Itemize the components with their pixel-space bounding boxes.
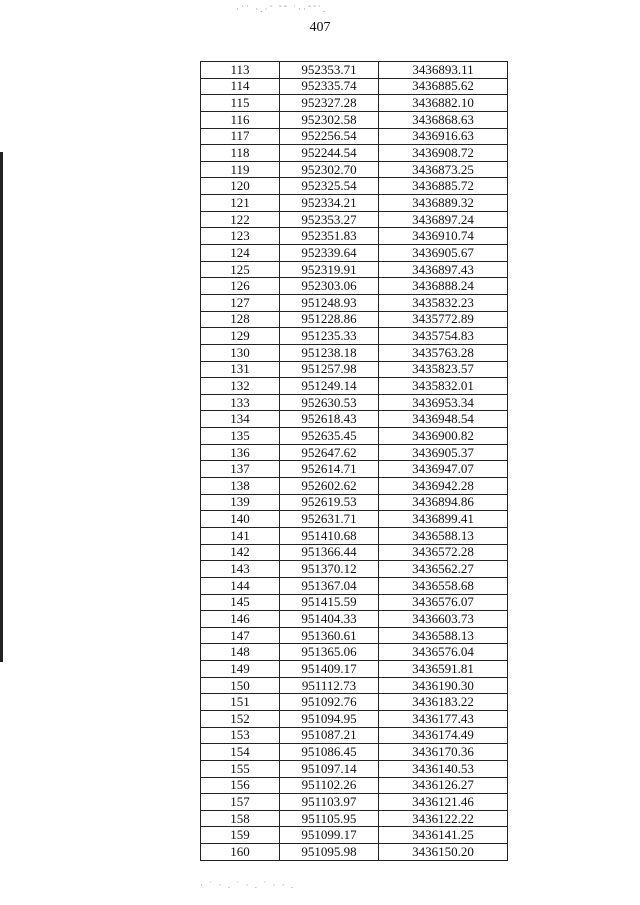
x-coordinate-cell: 952647.62 (280, 444, 379, 461)
table-row (201, 411, 508, 428)
point-number-cell: 152 (201, 710, 280, 727)
x-coordinate-cell: 952339.64 (280, 245, 379, 262)
point-number-cell: 129 (201, 328, 280, 345)
point-number-cell: 138 (201, 478, 280, 495)
table-row (201, 428, 508, 445)
x-coordinate-cell: 951094.95 (280, 710, 379, 727)
y-coordinate-cell: 3436170.36 (379, 744, 508, 761)
table-row (201, 727, 508, 744)
table-row (201, 361, 508, 378)
x-coordinate-cell: 951105.95 (280, 810, 379, 827)
y-coordinate-cell: 3436576.04 (379, 644, 508, 661)
y-coordinate-cell: 3436126.27 (379, 777, 508, 794)
table-row (201, 294, 508, 311)
y-coordinate-cell: 3436174.49 (379, 727, 508, 744)
x-coordinate-cell: 952302.70 (280, 161, 379, 178)
point-number-cell: 147 (201, 627, 280, 644)
y-coordinate-cell: 3435772.89 (379, 311, 508, 328)
x-coordinate-cell: 951367.04 (280, 577, 379, 594)
table-row (201, 760, 508, 777)
y-coordinate-cell: 3436899.41 (379, 511, 508, 528)
point-number-cell: 128 (201, 311, 280, 328)
x-coordinate-cell: 951102.26 (280, 777, 379, 794)
y-coordinate-cell: 3436576.07 (379, 594, 508, 611)
x-coordinate-cell: 952256.54 (280, 128, 379, 145)
y-coordinate-cell: 3436603.73 (379, 611, 508, 628)
x-coordinate-cell: 951415.59 (280, 594, 379, 611)
y-coordinate-cell: 3436910.74 (379, 228, 508, 245)
x-coordinate-cell: 951410.68 (280, 527, 379, 544)
point-number-cell: 133 (201, 394, 280, 411)
table-row (201, 527, 508, 544)
x-coordinate-cell: 951103.97 (280, 794, 379, 811)
y-coordinate-cell: 3436888.24 (379, 278, 508, 295)
table-row (201, 694, 508, 711)
x-coordinate-cell: 952302.58 (280, 111, 379, 128)
y-coordinate-cell: 3435832.23 (379, 294, 508, 311)
x-coordinate-cell: 952614.71 (280, 461, 379, 478)
table-row (201, 261, 508, 278)
y-coordinate-cell: 3436150.20 (379, 844, 508, 861)
point-number-cell: 123 (201, 228, 280, 245)
y-coordinate-cell: 3436916.63 (379, 128, 508, 145)
point-number-cell: 120 (201, 178, 280, 195)
table-row (201, 245, 508, 262)
y-coordinate-cell: 3436905.67 (379, 245, 508, 262)
point-number-cell: 125 (201, 261, 280, 278)
point-number-cell: 135 (201, 428, 280, 445)
x-coordinate-cell: 951370.12 (280, 561, 379, 578)
point-number-cell: 113 (201, 62, 280, 79)
table-row (201, 544, 508, 561)
point-number-cell: 158 (201, 810, 280, 827)
y-coordinate-cell: 3435823.57 (379, 361, 508, 378)
x-coordinate-cell: 952325.54 (280, 178, 379, 195)
y-coordinate-cell: 3436948.54 (379, 411, 508, 428)
y-coordinate-cell: 3436141.25 (379, 827, 508, 844)
y-coordinate-cell: 3436558.68 (379, 577, 508, 594)
y-coordinate-cell: 3436140.53 (379, 760, 508, 777)
y-coordinate-cell: 3436894.86 (379, 494, 508, 511)
table-row (201, 128, 508, 145)
table-row (201, 394, 508, 411)
y-coordinate-cell: 3436183.22 (379, 694, 508, 711)
table-row (201, 494, 508, 511)
point-number-cell: 153 (201, 727, 280, 744)
y-coordinate-cell: 3436882.10 (379, 95, 508, 112)
point-number-cell: 150 (201, 677, 280, 694)
y-coordinate-cell: 3436942.28 (379, 478, 508, 495)
y-coordinate-cell: 3436947.07 (379, 461, 508, 478)
point-number-cell: 155 (201, 760, 280, 777)
y-coordinate-cell: 3436122.22 (379, 810, 508, 827)
point-number-cell: 131 (201, 361, 280, 378)
y-coordinate-cell: 3436897.43 (379, 261, 508, 278)
table-row (201, 78, 508, 95)
table-row (201, 62, 508, 79)
table-row (201, 461, 508, 478)
x-coordinate-cell: 952334.21 (280, 195, 379, 212)
x-coordinate-cell: 951087.21 (280, 727, 379, 744)
x-coordinate-cell: 952619.53 (280, 494, 379, 511)
x-coordinate-cell: 951086.45 (280, 744, 379, 761)
x-coordinate-cell: 951099.17 (280, 827, 379, 844)
x-coordinate-cell: 952319.91 (280, 261, 379, 278)
table-row (201, 378, 508, 395)
x-coordinate-cell: 951092.76 (280, 694, 379, 711)
y-coordinate-cell: 3436873.25 (379, 161, 508, 178)
point-number-cell: 137 (201, 461, 280, 478)
x-coordinate-cell: 952618.43 (280, 411, 379, 428)
x-coordinate-cell: 952351.83 (280, 228, 379, 245)
table-row (201, 211, 508, 228)
point-number-cell: 126 (201, 278, 280, 295)
table-row (201, 561, 508, 578)
point-number-cell: 143 (201, 561, 280, 578)
x-coordinate-cell: 952335.74 (280, 78, 379, 95)
point-number-cell: 159 (201, 827, 280, 844)
table-row (201, 577, 508, 594)
y-coordinate-cell: 3436588.13 (379, 627, 508, 644)
table-row (201, 228, 508, 245)
table-row (201, 178, 508, 195)
x-coordinate-cell: 952303.06 (280, 278, 379, 295)
y-coordinate-cell: 3436889.32 (379, 195, 508, 212)
x-coordinate-cell: 951095.98 (280, 844, 379, 861)
point-number-cell: 151 (201, 694, 280, 711)
point-number-cell: 124 (201, 245, 280, 262)
table-row (201, 344, 508, 361)
y-coordinate-cell: 3436177.43 (379, 710, 508, 727)
scan-artifact-top: ·˙˙ ·.·˜ ˜ˆ ˙··ˆ˜˙. (236, 4, 328, 14)
point-number-cell: 127 (201, 294, 280, 311)
point-number-cell: 118 (201, 145, 280, 162)
table-row (201, 95, 508, 112)
x-coordinate-cell: 951248.93 (280, 294, 379, 311)
x-coordinate-cell: 952635.45 (280, 428, 379, 445)
y-coordinate-cell: 3436900.82 (379, 428, 508, 445)
table-row (201, 827, 508, 844)
margin-scan-bar (0, 152, 3, 662)
point-number-cell: 121 (201, 195, 280, 212)
y-coordinate-cell: 3436190.30 (379, 677, 508, 694)
point-number-cell: 148 (201, 644, 280, 661)
point-number-cell: 136 (201, 444, 280, 461)
table-row (201, 677, 508, 694)
point-number-cell: 157 (201, 794, 280, 811)
y-coordinate-cell: 3436885.62 (379, 78, 508, 95)
table-row (201, 278, 508, 295)
table-row (201, 611, 508, 628)
table-row (201, 844, 508, 861)
y-coordinate-cell: 3435832.01 (379, 378, 508, 395)
table-row (201, 478, 508, 495)
x-coordinate-cell: 952602.62 (280, 478, 379, 495)
x-coordinate-cell: 951404.33 (280, 611, 379, 628)
point-number-cell: 122 (201, 211, 280, 228)
table-row (201, 145, 508, 162)
point-number-cell: 141 (201, 527, 280, 544)
y-coordinate-cell: 3436905.37 (379, 444, 508, 461)
point-number-cell: 115 (201, 95, 280, 112)
table-row (201, 644, 508, 661)
x-coordinate-cell: 952327.28 (280, 95, 379, 112)
point-number-cell: 117 (201, 128, 280, 145)
table-row (201, 661, 508, 678)
x-coordinate-cell: 951112.73 (280, 677, 379, 694)
table-row (201, 627, 508, 644)
x-coordinate-cell: 952631.71 (280, 511, 379, 528)
table-row (201, 195, 508, 212)
x-coordinate-cell: 952630.53 (280, 394, 379, 411)
page-number: 407 (309, 20, 331, 35)
table-row (201, 777, 508, 794)
y-coordinate-cell: 3436953.34 (379, 394, 508, 411)
point-number-cell: 114 (201, 78, 280, 95)
table-row (201, 594, 508, 611)
y-coordinate-cell: 3436591.81 (379, 661, 508, 678)
y-coordinate-cell: 3436868.63 (379, 111, 508, 128)
x-coordinate-cell: 951360.61 (280, 627, 379, 644)
x-coordinate-cell: 951097.14 (280, 760, 379, 777)
x-coordinate-cell: 951257.98 (280, 361, 379, 378)
point-number-cell: 142 (201, 544, 280, 561)
x-coordinate-cell: 951235.33 (280, 328, 379, 345)
y-coordinate-cell: 3436588.13 (379, 527, 508, 544)
table-row (201, 810, 508, 827)
x-coordinate-cell: 951365.06 (280, 644, 379, 661)
point-number-cell: 119 (201, 161, 280, 178)
table-row (201, 328, 508, 345)
point-number-cell: 130 (201, 344, 280, 361)
point-number-cell: 145 (201, 594, 280, 611)
y-coordinate-cell: 3435754.83 (379, 328, 508, 345)
x-coordinate-cell: 952353.71 (280, 62, 379, 79)
table-row (201, 161, 508, 178)
point-number-cell: 140 (201, 511, 280, 528)
x-coordinate-cell: 951228.86 (280, 311, 379, 328)
y-coordinate-cell: 3436562.27 (379, 561, 508, 578)
x-coordinate-cell: 951409.17 (280, 661, 379, 678)
point-number-cell: 149 (201, 661, 280, 678)
table-row (201, 710, 508, 727)
y-coordinate-cell: 3436908.72 (379, 145, 508, 162)
table-row (201, 311, 508, 328)
point-number-cell: 156 (201, 777, 280, 794)
x-coordinate-cell: 951238.18 (280, 344, 379, 361)
point-number-cell: 134 (201, 411, 280, 428)
point-number-cell: 116 (201, 111, 280, 128)
point-number-cell: 154 (201, 744, 280, 761)
point-number-cell: 144 (201, 577, 280, 594)
x-coordinate-cell: 952244.54 (280, 145, 379, 162)
point-number-cell: 146 (201, 611, 280, 628)
point-number-cell: 132 (201, 378, 280, 395)
coordinates-table (200, 61, 508, 861)
table-row (201, 111, 508, 128)
x-coordinate-cell: 951366.44 (280, 544, 379, 561)
y-coordinate-cell: 3436897.24 (379, 211, 508, 228)
table-row (201, 794, 508, 811)
x-coordinate-cell: 952353.27 (280, 211, 379, 228)
y-coordinate-cell: 3436121.46 (379, 794, 508, 811)
y-coordinate-cell: 3435763.28 (379, 344, 508, 361)
y-coordinate-cell: 3436893.11 (379, 62, 508, 79)
y-coordinate-cell: 3436572.28 (379, 544, 508, 561)
point-number-cell: 160 (201, 844, 280, 861)
scan-artifact-bottom: · ˙ · . ˙ · . ˙ · · . (200, 880, 296, 890)
table-row (201, 744, 508, 761)
x-coordinate-cell: 951249.14 (280, 378, 379, 395)
y-coordinate-cell: 3436885.72 (379, 178, 508, 195)
table-row (201, 511, 508, 528)
table-row (201, 444, 508, 461)
coordinates-table-body (201, 62, 508, 861)
point-number-cell: 139 (201, 494, 280, 511)
